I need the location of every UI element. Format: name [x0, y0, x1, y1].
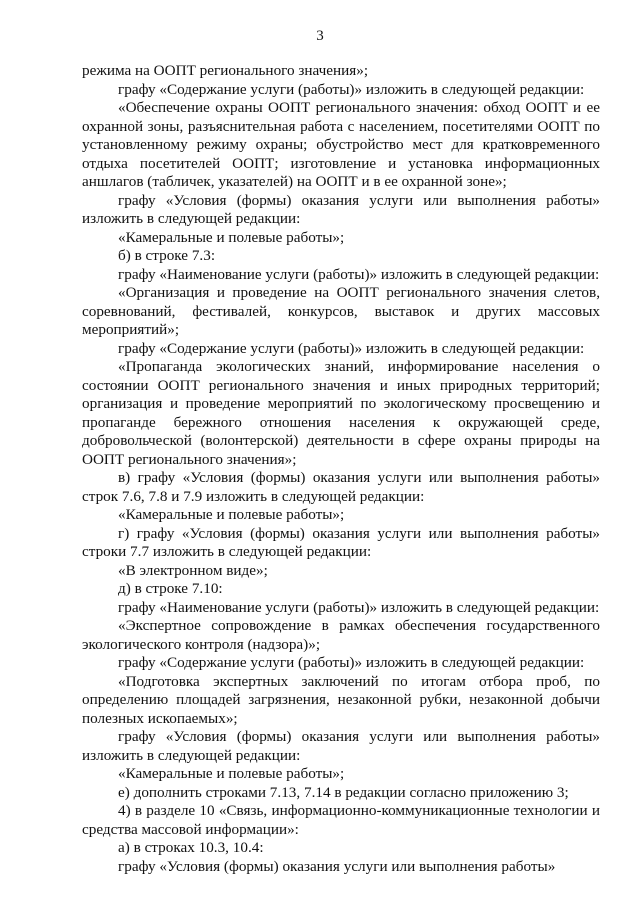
paragraph: б) в строке 7.3: [118, 247, 216, 264]
paragraph: «Камеральные и полевые работы»; [118, 506, 345, 523]
paragraph: графу «Наименование услуги (работы)» изложить в следующей редакции: [118, 265, 600, 283]
paragraph: а) в строках 10.3, 10.4: [118, 839, 264, 856]
paragraph: «Организация и проведение на ООПТ регионального значения слетов, соревнований, фестивалей, конкурсов, выставок и других массовых мероприятий»; [82, 284, 600, 338]
paragraph: «Камеральные и полевые работы»; [118, 765, 345, 782]
paragraph: д) в строке 7.10: [118, 580, 223, 597]
paragraph: графу «Условия (формы) оказания услуги или выполнения работы» [118, 857, 556, 875]
paragraph: 4) в разделе 10 «Связь, информационно-коммуникационные технологии и средства массовой информации»: [82, 802, 600, 838]
paragraph: графу «Наименование услуги (работы)» изложить в следующей редакции: [118, 598, 600, 616]
paragraph: е) дополнить строками 7.13, 7.14 в редакции согласно приложению 3; [118, 783, 569, 801]
paragraph: «Экспертное сопровождение в рамках обеспечения государственного экологического контроля (надзора)»; [82, 617, 600, 653]
paragraph: в) графу «Условия (формы) оказания услуги или выполнения работы» строк 7.6, 7.8 и 7.9 изложить в следующей редакции: [82, 469, 600, 505]
paragraph: «Обеспечение охраны ООПТ регионального значения: обход ООПТ и ее охранной зоны, разъяснительная работа с населением, посетителями ООПТ по установленному режиму охраны; обустройство мест для кратковременного отдыха посетителей ООПТ; изготовление и установка информационных аншлагов (табличек, указателей) на ООПТ и в ее охранной зоне»; [82, 99, 600, 190]
paragraph: графу «Содержание услуги (работы)» изложить в следующей редакции: [118, 654, 585, 671]
paragraph: «Пропаганда экологических знаний, информирование населения о состоянии ООПТ регионального значения и иных природных территорий; организация и проведение мероприятий по экологическому просвещению и пропаганде бережного отношения населения к окружающей среде, добровольческой (волонтерской) деятельности в сфере охраны природы на ООПТ регионального значения»; [82, 358, 600, 468]
paragraph: режима на ООПТ регионального значения»; [82, 62, 369, 79]
paragraph: «В электронном виде»; [118, 561, 268, 579]
paragraph: г) графу «Условия (формы) оказания услуги или выполнения работы» строки 7.7 изложить в следующей редакции: [82, 524, 600, 560]
paragraph: графу «Содержание услуги (работы)» изложить в следующей редакции: [118, 339, 585, 357]
page-number: 3 [316, 28, 324, 44]
paragraph: «Камеральные и полевые работы»; [118, 228, 345, 246]
paragraph: «Подготовка экспертных заключений по итогам отбора проб, по определению площадей загрязнения, незаконной рубки, незаконной добычи полезных ископаемых»; [82, 672, 600, 727]
paragraph: графу «Условия (формы) оказания услуги или выполнения работы» изложить в следующей редакции: [82, 728, 600, 764]
document-body [82, 62, 600, 876]
paragraph: графу «Содержание услуги (работы)» изложить в следующей редакции: [118, 80, 585, 98]
paragraph: графу «Условия (формы) оказания услуги или выполнения работы» изложить в следующей редакции: [82, 191, 600, 227]
